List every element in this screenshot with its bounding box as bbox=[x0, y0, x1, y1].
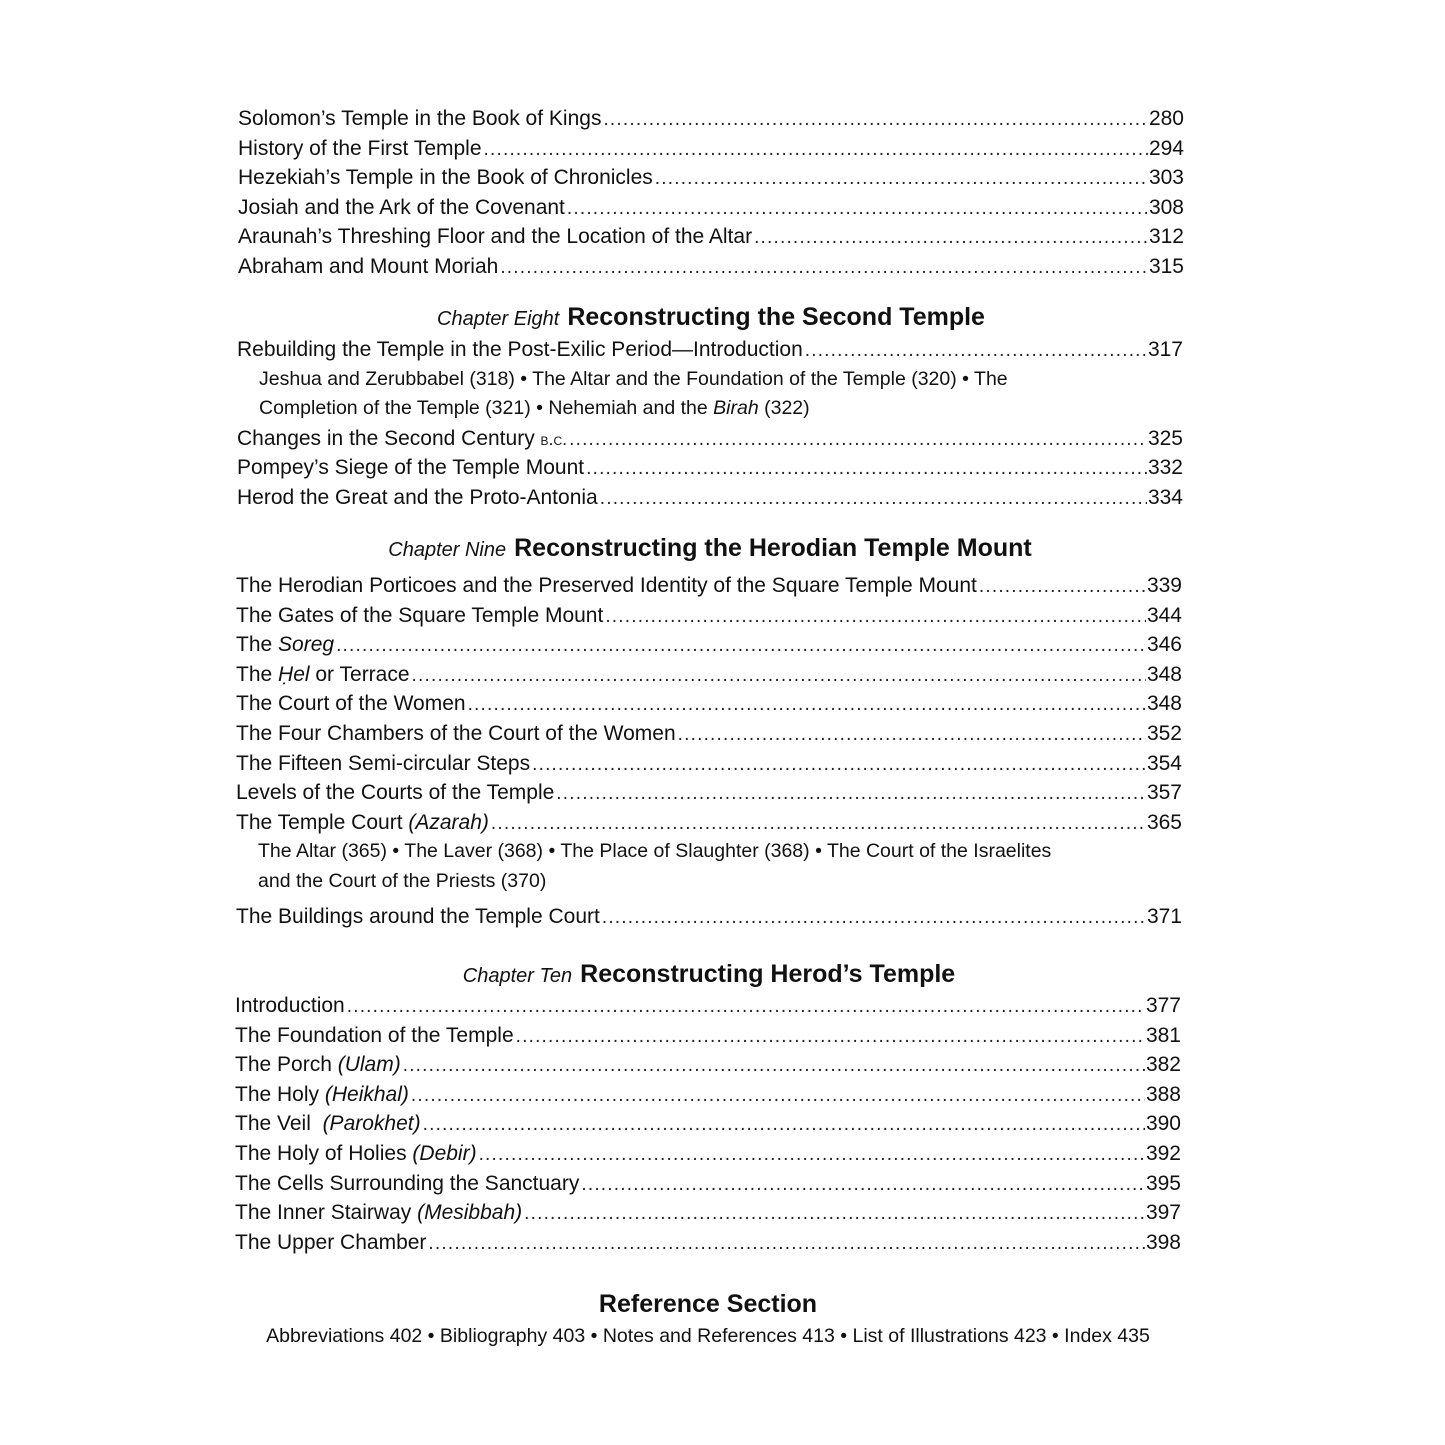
subtopics-line: and the Court of the Priests (370) bbox=[258, 869, 547, 892]
subtopics-text: Completion of the Temple (321) • Nehemiah and the bbox=[259, 397, 714, 420]
entry-title: Solomon’s Temple in the Book of Kings bbox=[238, 107, 602, 130]
dot-leader bbox=[403, 1051, 1145, 1080]
dot-leader bbox=[411, 1081, 1145, 1110]
dot-leader bbox=[754, 223, 1148, 252]
dot-leader bbox=[491, 809, 1146, 838]
entry-title-italic: (Mesibbah) bbox=[417, 1201, 523, 1225]
chapter-title: Reconstructing the Second Temple bbox=[567, 303, 985, 331]
entry-title-italic: (Azarah) bbox=[408, 810, 489, 834]
entry-title-italic: (Ulam) bbox=[337, 1053, 401, 1077]
toc-entry[interactable] bbox=[235, 1169, 1181, 1199]
entry-title bbox=[235, 1109, 423, 1139]
entry-title-text: The Inner Stairway bbox=[235, 1201, 418, 1225]
entry-page: 357 bbox=[1146, 781, 1182, 805]
entry-title bbox=[237, 424, 569, 454]
toc-entry[interactable] bbox=[235, 1228, 1181, 1258]
chapter-nine-entries bbox=[236, 571, 1182, 931]
toc-entry[interactable] bbox=[236, 601, 1182, 631]
toc-entry[interactable] bbox=[238, 193, 1184, 223]
entry-page: 303 bbox=[1148, 166, 1184, 190]
entry-page: 348 bbox=[1146, 662, 1182, 686]
entry-title-text: The bbox=[236, 662, 279, 686]
chapter-ten-entries bbox=[235, 991, 1181, 1257]
entry-title: Hezekiah’s Temple in the Book of Chronicles bbox=[238, 166, 653, 190]
dot-leader bbox=[479, 1140, 1145, 1169]
entry-title bbox=[235, 1080, 411, 1110]
subtopics-line bbox=[237, 394, 1183, 424]
entry-title: Levels of the Courts of the Temple bbox=[236, 781, 555, 805]
entry-title-text: Changes in the Second Century bbox=[237, 426, 541, 450]
toc-entry[interactable] bbox=[238, 163, 1184, 193]
entry-title: Herod the Great and the Proto-Antonia bbox=[237, 485, 598, 509]
dot-leader bbox=[602, 903, 1146, 932]
entry-title: Josiah and the Ark of the Covenant bbox=[238, 195, 565, 219]
entry-page: 377 bbox=[1145, 994, 1181, 1017]
entry-page: 397 bbox=[1145, 1201, 1181, 1225]
dot-leader bbox=[605, 602, 1146, 631]
entry-title: The Fifteen Semi-circular Steps bbox=[236, 751, 531, 775]
entry-title: The Court of the Women bbox=[236, 692, 466, 716]
dot-leader bbox=[516, 1022, 1145, 1051]
toc-entry[interactable] bbox=[236, 778, 1182, 808]
entry-title bbox=[235, 1050, 403, 1080]
entry-page: 294 bbox=[1148, 136, 1184, 160]
chapter-seven-entries bbox=[238, 104, 1184, 282]
entry-title: The Four Chambers of the Court of the Women bbox=[236, 721, 676, 745]
toc-entry[interactable] bbox=[235, 1139, 1181, 1169]
entry-title: Pompey’s Siege of the Temple Mount bbox=[237, 456, 585, 480]
entry-title: The Upper Chamber bbox=[235, 1230, 427, 1254]
entry-title-italic: (Heikhal) bbox=[324, 1082, 409, 1106]
entry-page: 381 bbox=[1145, 1023, 1181, 1047]
dot-leader bbox=[678, 720, 1146, 749]
entry-page: 344 bbox=[1146, 603, 1182, 627]
toc-entry[interactable] bbox=[237, 453, 1183, 483]
toc-entry[interactable] bbox=[238, 104, 1184, 134]
entry-title-text: The bbox=[236, 633, 279, 657]
toc-entry[interactable] bbox=[235, 1021, 1181, 1051]
entry-title-italic: Soreg bbox=[278, 633, 335, 657]
subtopics-text: (322) bbox=[758, 397, 810, 420]
dot-leader bbox=[468, 690, 1146, 719]
chapter-title: Reconstructing Herod’s Temple bbox=[580, 960, 956, 988]
subtopics-line: Jeshua and Zerubbabel (318) • The Altar and the Foundation of the Temple (320) • The bbox=[259, 367, 1008, 390]
entry-title-italic: (Parokhet) bbox=[322, 1112, 421, 1136]
entry-page: 398 bbox=[1145, 1230, 1181, 1254]
entry-page: 280 bbox=[1148, 107, 1184, 130]
toc-entry[interactable] bbox=[238, 134, 1184, 164]
dot-leader bbox=[347, 992, 1145, 1021]
toc-entry[interactable] bbox=[236, 902, 1182, 932]
toc-entry[interactable] bbox=[238, 252, 1184, 282]
chapter-number: Chapter Nine bbox=[388, 539, 507, 561]
entry-title: The Cells Surrounding the Sanctuary bbox=[235, 1171, 580, 1195]
dot-leader bbox=[484, 135, 1148, 164]
toc-entry[interactable] bbox=[235, 991, 1181, 1021]
entry-title: Introduction bbox=[235, 994, 345, 1017]
entry-page: 365 bbox=[1146, 810, 1182, 834]
entry-title bbox=[235, 1139, 479, 1169]
entry-page: 332 bbox=[1147, 456, 1183, 480]
entry-title-text: The Holy bbox=[235, 1082, 325, 1106]
dot-leader bbox=[412, 661, 1146, 690]
dot-leader bbox=[532, 750, 1146, 779]
entry-page: 308 bbox=[1148, 195, 1184, 219]
subtopics-line: The Altar (365) • The Laver (368) • The Place of Slaughter (368) • The Court of the Israelites bbox=[258, 840, 1052, 863]
toc-entry[interactable] bbox=[236, 689, 1182, 719]
entry-title bbox=[235, 1198, 524, 1228]
toc-entry[interactable] bbox=[236, 571, 1182, 601]
chapter-ten-heading bbox=[236, 960, 1182, 989]
chapter-number: Chapter Ten bbox=[462, 965, 573, 987]
toc-entry[interactable] bbox=[235, 1109, 1181, 1139]
entry-title: Abraham and Mount Moriah bbox=[238, 254, 499, 278]
dot-leader bbox=[567, 194, 1148, 223]
entry-page: 339 bbox=[1146, 574, 1182, 597]
dot-leader bbox=[586, 454, 1147, 483]
entry-title: The Herodian Porticoes and the Preserved Identity of the Square Temple Mount bbox=[236, 574, 977, 597]
chapter-nine-heading bbox=[237, 534, 1183, 563]
toc-entry[interactable] bbox=[236, 660, 1182, 690]
entry-title-italic: (Debir) bbox=[412, 1141, 477, 1165]
reference-section-heading: Reference Section bbox=[598, 1290, 818, 1318]
reference-section-entries[interactable]: Abbreviations 402 • Bibliography 403 • Notes and References 413 • List of Illustrations 423 • Index 435 bbox=[266, 1325, 1150, 1347]
entry-title: The Foundation of the Temple bbox=[235, 1023, 514, 1047]
entry-page: 348 bbox=[1146, 692, 1182, 716]
entry-page: 354 bbox=[1146, 751, 1182, 775]
entry-title: Rebuilding the Temple in the Post-Exilic Period—Introduction bbox=[237, 338, 803, 361]
dot-leader bbox=[524, 1199, 1145, 1228]
dot-leader bbox=[423, 1110, 1145, 1139]
entry-title-text: The Veil bbox=[235, 1112, 323, 1136]
entry-title-italic: Ḥel bbox=[278, 662, 310, 686]
subtopics-italic: Birah bbox=[713, 397, 759, 420]
era-abbrev: b.c. bbox=[540, 428, 568, 449]
entry-page: 312 bbox=[1148, 225, 1184, 249]
chapter-eight-heading bbox=[238, 303, 1184, 332]
entry-title: History of the First Temple bbox=[238, 136, 482, 160]
entry-page: 346 bbox=[1146, 633, 1182, 657]
toc-entry[interactable] bbox=[235, 1198, 1181, 1228]
entry-page: 315 bbox=[1148, 254, 1184, 278]
entry-page: 390 bbox=[1145, 1112, 1181, 1136]
entry-page: 325 bbox=[1147, 426, 1183, 450]
dot-leader bbox=[655, 164, 1148, 193]
entry-page: 388 bbox=[1145, 1082, 1181, 1106]
dot-leader bbox=[603, 105, 1148, 134]
dot-leader bbox=[336, 631, 1146, 660]
toc-entry[interactable] bbox=[237, 483, 1183, 513]
toc-entry[interactable] bbox=[237, 335, 1183, 365]
entry-page: 352 bbox=[1146, 721, 1182, 745]
entry-title: The Buildings around the Temple Court bbox=[236, 904, 600, 928]
toc-entry[interactable] bbox=[235, 1050, 1181, 1080]
chapter-eight-entries bbox=[237, 335, 1183, 513]
dot-leader bbox=[428, 1229, 1145, 1258]
dot-leader bbox=[581, 1170, 1145, 1199]
dot-leader bbox=[600, 484, 1147, 513]
toc-entry[interactable] bbox=[236, 719, 1182, 749]
chapter-number: Chapter Eight bbox=[437, 308, 560, 330]
dot-leader bbox=[805, 336, 1147, 365]
entry-page: 317 bbox=[1147, 338, 1183, 361]
entry-title bbox=[236, 660, 412, 690]
entry-page: 371 bbox=[1146, 904, 1182, 928]
entry-title-text: The Holy of Holies bbox=[235, 1141, 413, 1165]
entry-page: 392 bbox=[1145, 1141, 1181, 1165]
entry-title bbox=[236, 630, 336, 660]
toc-entry[interactable] bbox=[236, 749, 1182, 779]
toc-entry[interactable] bbox=[235, 1080, 1181, 1110]
toc-entry[interactable] bbox=[236, 808, 1182, 838]
dot-leader bbox=[500, 253, 1148, 282]
entry-title-text: The Porch bbox=[235, 1053, 338, 1077]
toc-entry[interactable] bbox=[237, 424, 1183, 454]
entry-title: Araunah’s Threshing Floor and the Location of the Altar bbox=[238, 225, 753, 249]
dot-leader bbox=[979, 572, 1146, 601]
entry-page: 334 bbox=[1147, 485, 1183, 509]
entry-page: 395 bbox=[1145, 1171, 1181, 1195]
entry-page: 382 bbox=[1145, 1053, 1181, 1077]
toc-entry[interactable] bbox=[238, 222, 1184, 252]
dot-leader bbox=[556, 779, 1146, 808]
dot-leader bbox=[569, 425, 1147, 454]
entry-title-text: or Terrace bbox=[309, 662, 410, 686]
entry-title bbox=[236, 808, 491, 838]
toc-entry[interactable] bbox=[236, 630, 1182, 660]
entry-title: The Gates of the Square Temple Mount bbox=[236, 603, 604, 627]
chapter-title: Reconstructing the Herodian Temple Mount bbox=[514, 534, 1032, 562]
entry-title-text: The Temple Court bbox=[236, 810, 409, 834]
